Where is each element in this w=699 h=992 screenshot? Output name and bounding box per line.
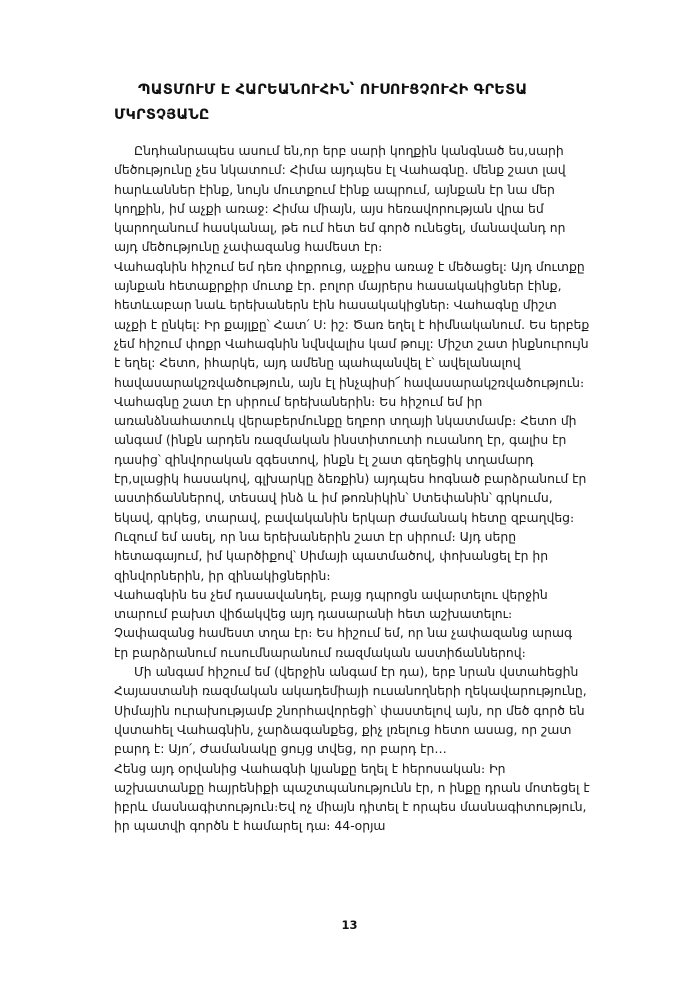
paragraph-4: Վահագնին ես չեմ դասավանդել, բայց դպրոցն ավարտելու վերջին տարում բախտ վիճակվեց այդ դասարանի հետ աշխատելու։ Չափազանց համեստ տղա էր։ Ես հիշում եմ, որ նա չափազանց արագ էր բարձրանում ուսումնարանում ռազմական աստիճաններով։ (114, 586, 573, 660)
paragraph-3: Վահագնը շատ էր սիրում երեխաներին։ Ես հիշում եմ իր առանձնահատուկ վերաբերմունքը եղբոր տղայի նկատմամբ։ Հետո մի անգամ (ինքն արդեն ռազմական ինստիտուտի ուսանող էր, գալիս էր դասից՝ զինվորական զգեստով, ինքն էլ շատ գեղեցիկ տղամարդ էր,սլացիկ հասակով, գլխարկը ձեռքին) այդպես հոգնած բարձրանում էր աստիճաններով, տեսավ ինձ և իմ թոռնիկին՝ Ստեփանին՝ գրկումս, եկավ, գրկեց, տարավ, բավականին երկար ժամանակ հետը զբաղվեց։ Ուզում եմ ասել, որ նա երեխաներին շատ էր սիրում։ Այդ սերը հետագայում, իմ կարծիքով՝ Սիմայի պատմածով, փոխանցել էր իր զինվորներին, իր զինակիցներին։ (114, 393, 587, 583)
paragraph-6: Հենց այդ օրվանից Վահագնի կյանքը եղել է հերոսական։ Իր աշխատանքը հայրենիքի պաշտպանությունն էր, ո ինքը դրան մոտեցել է իբրև մասնագիտություն։Եվ ոչ միայն դիտել է որպես մասնագիտություն, իր պատվի գործն է համարել դա։ 44-օրյա (114, 760, 590, 834)
article-body (114, 141, 590, 836)
paragraph-5: Մի անգամ հիշում եմ (վերջին անգամ էր դա), երբ նրան վստահեցին Հայաստանի ռազմական ակադեմիայի ուսանողների ղեկավարությունը, Սիմային ուրախությամբ շնորհավորեցի՝ փաստելով այն, որ մեծ գործ են վստահել Վահագնին, չարձագանքեց, քիչ լռելուց հետո ասաց, որ շատ բարդ է: Այո՛, Ժամանակը ցույց տվեց, որ բարդ էր… (114, 664, 587, 757)
article-title: ՊԱՏՄՈՒՄ Է ՀԱՐԵԱՆՈՒՀԻՆ՝ ՈՒՍՈՒՑՉՈՒՀԻ ԳՐԵՏԱ ՄԿՐՏՉՅԱՆԸ (114, 82, 528, 123)
paragraph-2: Վահագնին հիշում եմ դեռ փոքրուց, աչքիս առաջ է մեծացել: Այդ մուտքը այնքան հետաքրքիր մուտք էր․ բոլոր մայրերս հասակակիցներ էինք, հետևաբար նաև երեխաներն էին հասակակիցներ։ Վահագնը միշտ աչքի է ընկել: Իր քայլքը՝ Հատ՛ Ս: իշ: Ծառ եղել է հիմնականում․ Ես երբեք չեմ հիշում փոքր Վահագնին նվնվալիս կամ թույլ: Միշտ շատ ինքնուրույն է եղել: Հետո, իհարկե, այդ ամենը պահպանվել է՝ ավելանալով հավասարակշռվածություն, այն էլ ինչպիսի՜ հավասարակշռվածություն։ (114, 258, 590, 390)
paragraph-1: Ընդհանրապես ասում են,որ երբ սարի կողքին կանգնած ես,սարի մեծությունը չես նկատում: Հիմա այդպես էլ Վահագնը․ մենք շատ լավ հարևաններ էինք, նույն մուտքում էինք ապրում, այնքան էր նա մեր կողքին, իմ աչքի առաջ: Հիմա միայն, այս հեռավորության վրա եմ կարողանում հասկանալ, թե ում հետ եմ գործ ունեցել, մանավանդ որ այդ մեծությունը չափազանց համեստ էր։ (114, 143, 566, 255)
page-number: 13 (341, 918, 358, 932)
